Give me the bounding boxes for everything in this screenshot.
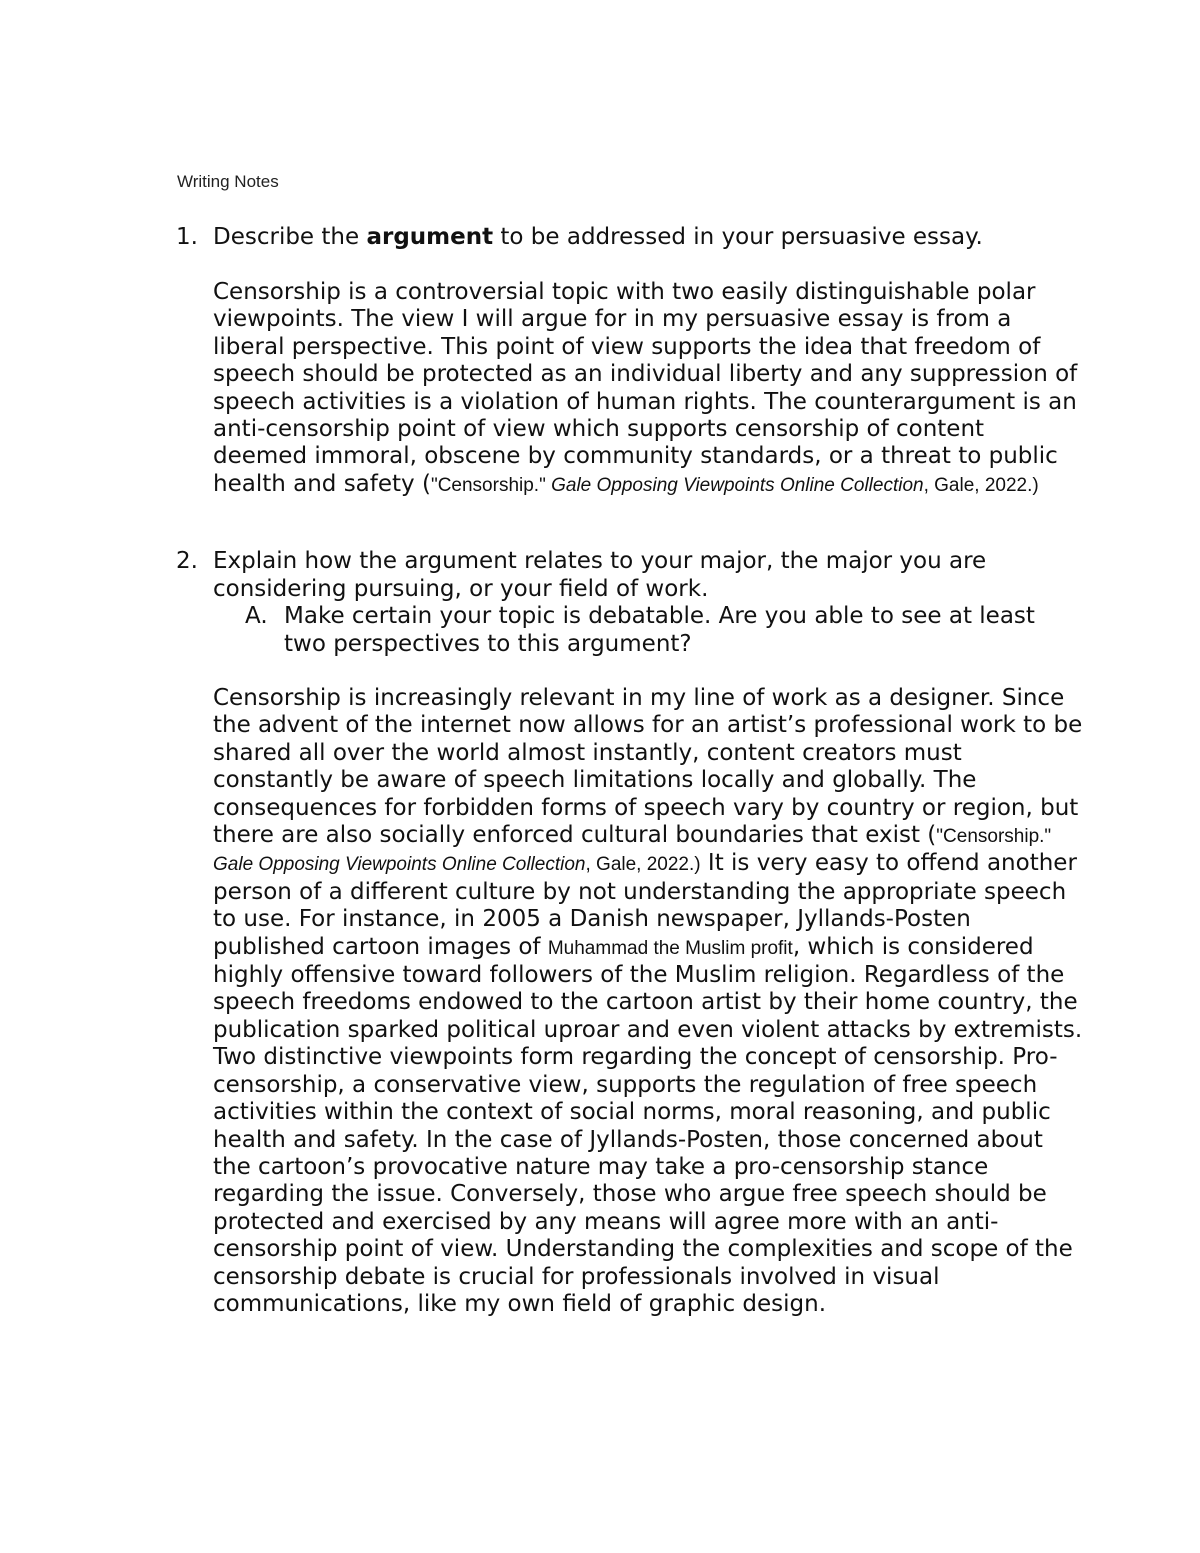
question-2a-number: A. [245,603,268,629]
question-2-answer [213,685,1083,1318]
answer-2-body-part2: It is very easy to offend another person of a different culture by not understanding the appropriate speech to use. For instance, in 2005 a Danish newspaper, Jyllands-Posten published cartoon images of [213,850,1077,960]
question-1-keyword: argument [366,224,494,250]
question-1-answer [213,279,1083,499]
question-1-text [213,224,1083,252]
answer-2-citation-close: , Gale, 2022.) [585,854,701,876]
answer-2-body-part1: Censorship is increasingly relevant in my line of work as a designer. Since the advent of the internet now allows for an artist’s professional work to be shared all over the world almost instantly, content creators must constantly be aware of speech limitations locally and globally. The consequences for forbidden forms of speech vary by country or region, but there are also socially enforced cultural boundaries that exist ( [213,685,1083,849]
answer-2-citation-source: Gale Opposing Viewpoints Online Collection [213,854,586,876]
answer-1-citation-source: Gale Opposing Viewpoints Online Collection [551,474,924,496]
document-title: Writing Notes [177,172,279,191]
question-2-text: Explain how the argument relates to your major, the major you are considering pursuing, or your field of work. [213,548,987,602]
question-2a-text: Make certain your topic is debatable. Are you able to see at least two perspectives to this argument? [284,603,1035,657]
answer-1-citation-close: , Gale, 2022.) [923,474,1039,496]
question-1-number: 1. [176,224,198,250]
answer-1-citation-open: "Censorship." [430,474,552,496]
answer-1-body: Censorship is a controversial topic with two easily distinguishable polar viewpoints. The view I will argue for in my persuasive essay is from a liberal perspective. This point of view supports the idea that freedom of speech should be protected as an individual liberty and any suppression of speech activities is a violation of human rights. The counterargument is an anti-censorship point of view which supports censorship of content deemed immoral, obscene by community standards, or a threat to public health and safety ( [213,279,1078,497]
question-1-text-before: Describe the [213,224,367,250]
answer-2-body-part3: , which is considered highly offensive toward followers of the Muslim religion. Regardless of the speech freedoms endowed to the cartoon artist by their home country, the publication sparked political uproar and even violent attacks by extremists. Two distinctive viewpoints form regarding the concept of censorship. Pro-censorship, a conservative view, supports the regulation of free speech activities within the context of social norms, moral reasoning, and public health and safety. In the case of Jyllands-Posten, those concerned about the cartoon’s provocative nature may take a pro-censorship stance regarding the issue. Conversely, those who argue free speech should be protected and exercised by any means will agree more with an anti-censorship point of view. Understanding the complexities and scope of the censorship debate is crucial for professionals involved in visual communications, like my own field of graphic design. [213,933,1083,1317]
question-2-number: 2. [176,548,198,574]
answer-2-small-text: Muhammad the Muslim profit [547,937,793,959]
answer-2-citation-open: "Censorship." [936,826,1052,848]
question-1-text-after: to be addressed in your persuasive essay. [493,224,983,250]
